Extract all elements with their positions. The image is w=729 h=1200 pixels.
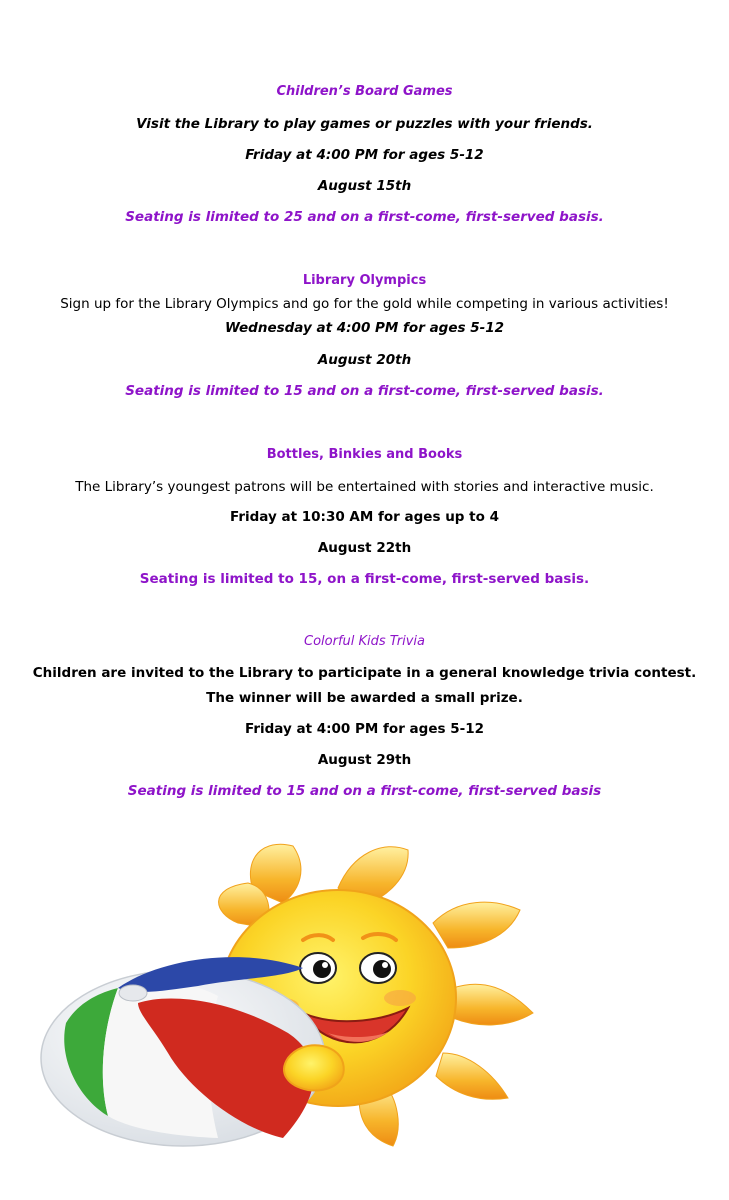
event-description: Children are invited to the Library to participate in a general knowledge trivia contest. xyxy=(32,665,697,681)
event-schedule: Wednesday at 4:00 PM for ages 5-12 xyxy=(224,320,505,336)
event-date: August 29th xyxy=(317,752,412,768)
event-title: Library Olympics xyxy=(302,273,427,288)
event-description: The winner will be awarded a small prize. xyxy=(206,690,523,706)
event-title: Colorful Kids Trivia xyxy=(304,634,425,649)
event-seating: Seating is limited to 15 and on a first-come, first-served basis xyxy=(127,783,602,799)
event-schedule: Friday at 4:00 PM for ages 5-12 xyxy=(245,147,484,163)
sun-with-beach-ball-icon xyxy=(38,828,558,1148)
event-description: Sign up for the Library Olympics and go for the gold while competing in various activities! xyxy=(60,296,669,312)
event-description: The Library’s youngest patrons will be entertained with stories and interactive music. xyxy=(75,479,654,495)
event-title: Children’s Board Games xyxy=(276,84,453,99)
event-date: August 20th xyxy=(317,352,412,368)
event-seating: Seating is limited to 25 and on a first-come, first-served basis. xyxy=(125,209,604,225)
event-date: August 22th xyxy=(317,540,412,556)
event-seating: Seating is limited to 15, on a first-come, first-served basis. xyxy=(139,571,590,587)
event-title: Bottles, Binkies and Books xyxy=(266,447,463,462)
event-schedule: Friday at 4:00 PM for ages 5-12 xyxy=(244,721,485,737)
event-date: August 15th xyxy=(317,178,412,194)
event-schedule: Friday at 10:30 AM for ages up to 4 xyxy=(230,509,499,525)
event-description: Visit the Library to play games or puzzles with your friends. xyxy=(136,116,593,132)
event-seating: Seating is limited to 15 and on a first-come, first-served basis. xyxy=(125,383,604,399)
